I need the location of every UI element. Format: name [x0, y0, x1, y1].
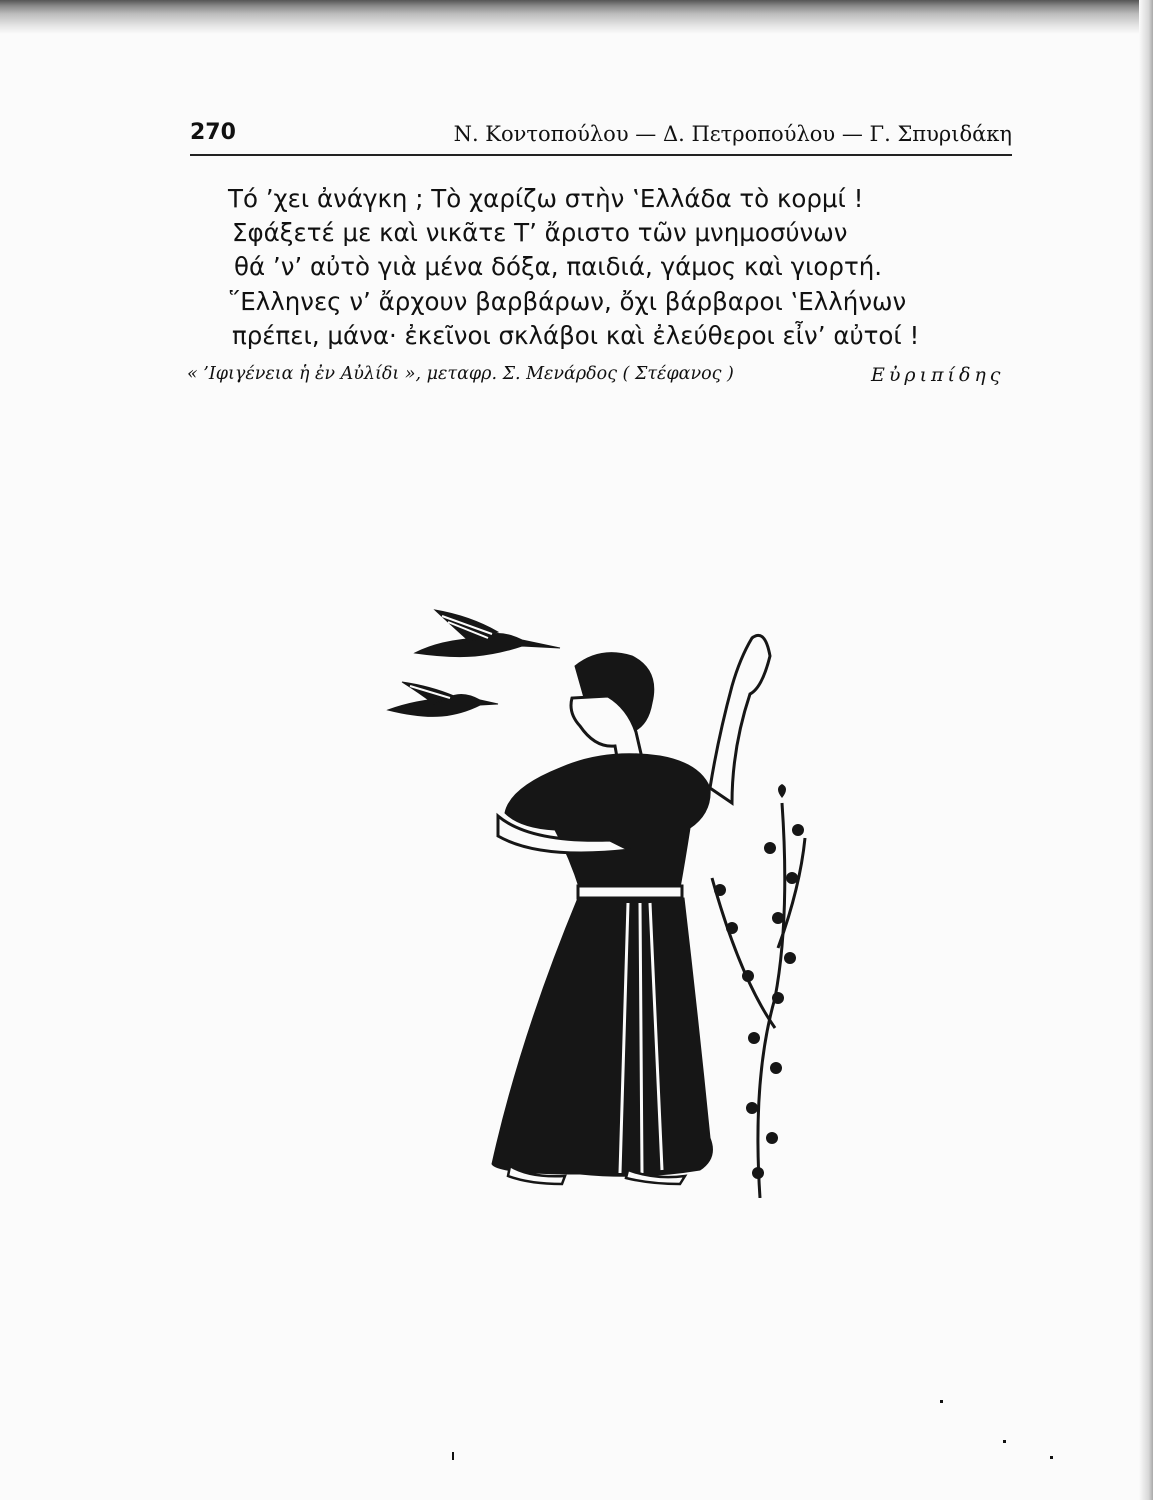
poem-line: πρέπει, μάνα· ἐκεῖνοι σκλάβοι καὶ ἐλεύθεροι εἶν’ αὐτοί ! — [232, 320, 920, 350]
poem-line: θά ’ν’ αὐτὸ γιὰ μένα δόξα, παιδιά, γάμος καὶ γιορτή. — [234, 252, 883, 282]
poem-line: Σφάξετέ με καὶ νικᾶτε Τ’ ἄριστο τῶν μνημοσύνων — [232, 218, 848, 248]
page-header — [190, 118, 1012, 156]
woman-figure-icon — [492, 653, 712, 1184]
paper-speck — [940, 1400, 943, 1403]
source-citation: « ’Ιφιγένεια ἡ ἐν Αὐλίδι », μεταφρ. Σ. Μενάρδος ( Στέφανος ) — [187, 364, 734, 384]
paper-speck — [1050, 1456, 1053, 1459]
page-side-edge — [1139, 0, 1153, 1500]
author-name: Εὐριπίδης — [871, 364, 1005, 386]
raised-arm — [710, 635, 770, 803]
poem-excerpt — [228, 182, 919, 353]
vase-style-illustration — [380, 598, 820, 1198]
bird-icon — [415, 610, 560, 657]
page-edge-shadow — [0, 0, 1153, 34]
poem-line: ῞Ελληνες ν’ ἄρχουν βαρβάρων, ὄχι βάρβαροι ‛Ελλήνων — [228, 286, 907, 316]
bird-icon — [388, 682, 498, 716]
plant-icon — [712, 803, 805, 1198]
poem-line: Τό ’χει ἀνάγκη ; Τὸ χαρίζω στὴν ‛Ελλάδα τὸ κορμί ! — [228, 184, 864, 213]
paper-speck — [452, 1452, 454, 1460]
page-number: 270 — [190, 120, 236, 145]
running-head-authors: Ν. Κοντοπούλου — Δ. Πετροπούλου — Γ. Σπυριδάκη — [453, 122, 1012, 146]
paper-speck — [1003, 1440, 1006, 1443]
